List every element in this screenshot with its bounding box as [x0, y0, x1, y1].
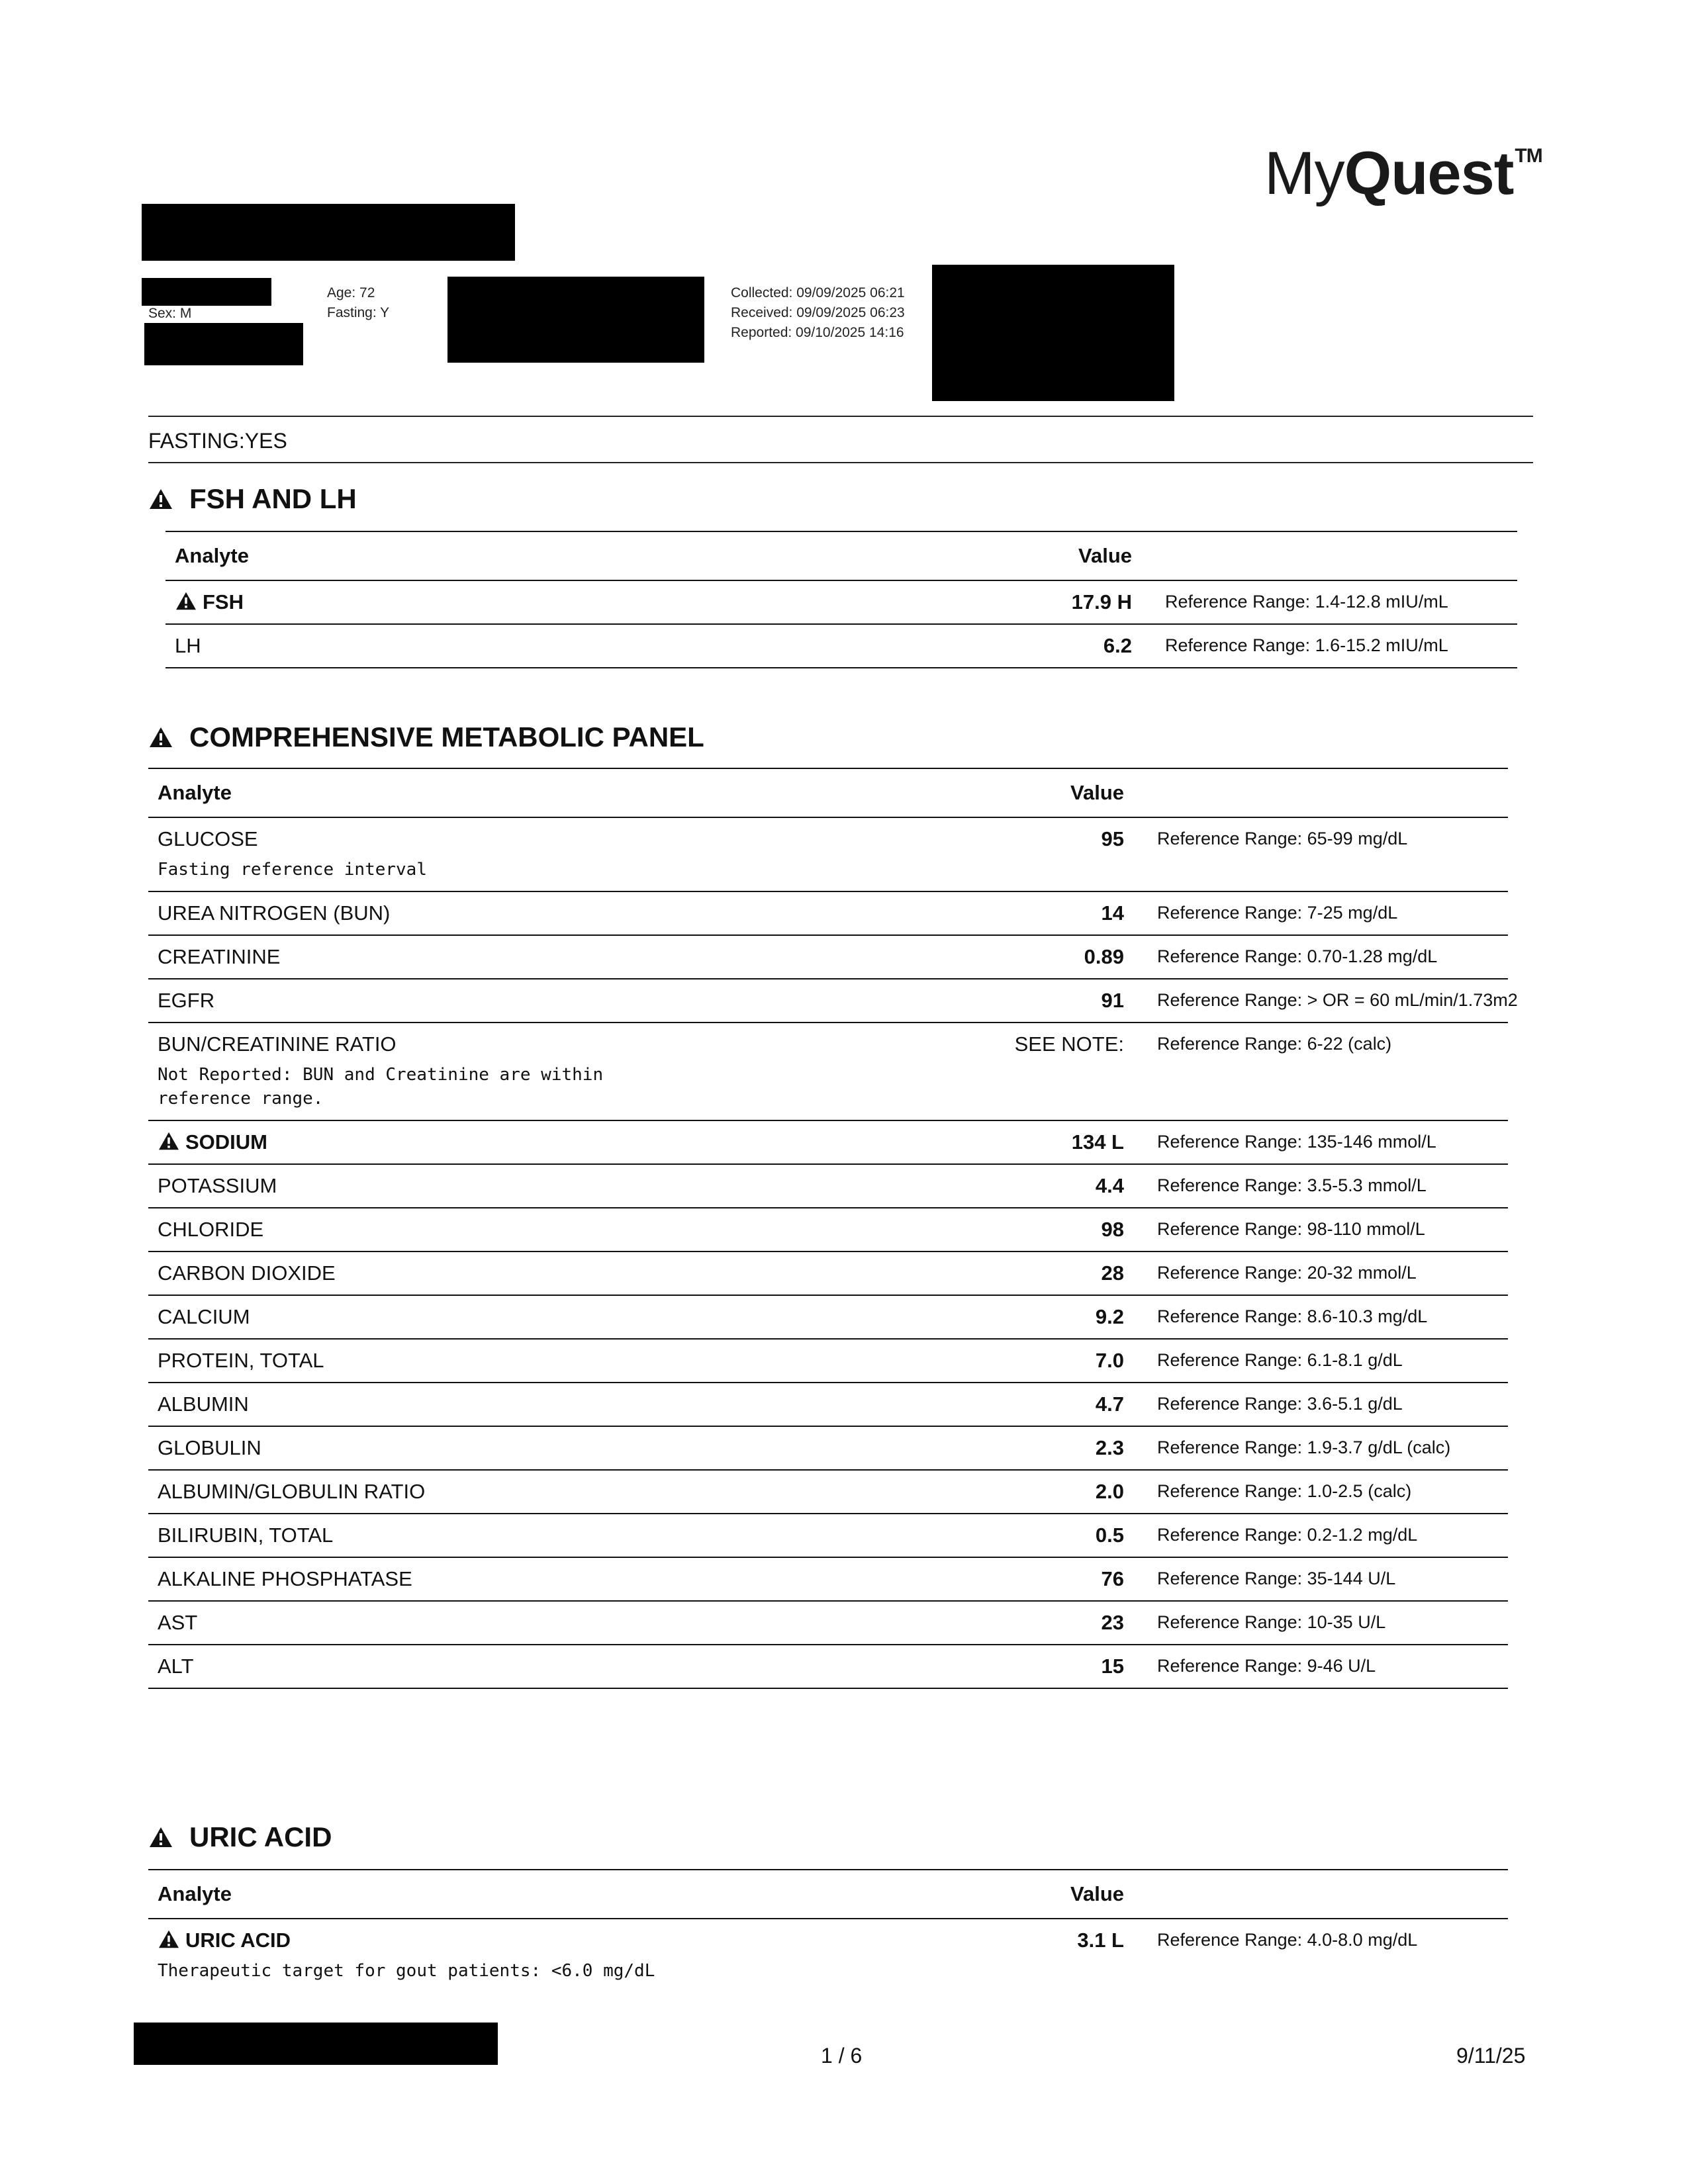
table-row [148, 935, 1508, 979]
analyte-name: ALBUMIN [158, 1392, 249, 1416]
table-row [165, 580, 1517, 624]
analyte-cell [148, 935, 969, 979]
analyte-cell [148, 1251, 969, 1295]
received-date: Received: 09/09/2025 06:23 [731, 305, 905, 320]
analyte-name: GLUCOSE [158, 827, 258, 850]
column-header-range [1140, 1870, 1508, 1919]
reference-range: Reference Range: 3.5-5.3 mmol/L [1157, 1175, 1427, 1195]
reference-range: Reference Range: 35-144 U/L [1157, 1569, 1396, 1588]
column-header-range [1148, 531, 1517, 580]
warning-triangle-icon [158, 1929, 180, 1949]
redacted-specimen [447, 277, 704, 363]
value-cell: 76 [1101, 1567, 1124, 1590]
section-title-text: URIC ACID [189, 1821, 332, 1852]
value-cell: 91 [1101, 989, 1124, 1012]
table-row [148, 1426, 1508, 1470]
analyte-cell [148, 1470, 969, 1514]
value-cell: 2.0 [1095, 1480, 1124, 1503]
divider-bottom [148, 462, 1533, 463]
table-row [165, 624, 1517, 668]
warning-triangle-icon [148, 1826, 173, 1848]
analyte-cell [148, 1208, 969, 1251]
patient-sex: Sex: M [148, 306, 192, 321]
warning-triangle-icon [148, 726, 173, 749]
analyte-name: ALT [158, 1655, 194, 1678]
reference-range: Reference Range: 9-46 U/L [1157, 1656, 1376, 1676]
reference-range: Reference Range: 3.6-5.1 g/dL [1157, 1394, 1403, 1414]
value-cell: 9.2 [1095, 1305, 1124, 1328]
reference-range: Reference Range: 1.0-2.5 (calc) [1157, 1481, 1412, 1501]
table-header [148, 1870, 1508, 1919]
results-table-cmp [148, 768, 1518, 1689]
print-date: 9/11/25 [1456, 2044, 1526, 2068]
analyte-cell [148, 1295, 969, 1339]
value-cell: SEE NOTE: [1014, 1032, 1124, 1056]
analyte-name: EGFR [158, 989, 215, 1012]
warning-triangle-icon [148, 488, 173, 510]
analyte-cell [148, 1120, 969, 1164]
divider-top [148, 416, 1533, 417]
column-header-analyte: Analyte [165, 531, 980, 580]
warning-triangle-icon [175, 591, 197, 611]
table-row [148, 1164, 1508, 1208]
redacted-patient-name [142, 204, 515, 261]
logo-quest: Quest [1344, 140, 1514, 207]
analyte-cell [148, 817, 969, 891]
table-row [148, 1023, 1508, 1120]
table-row [148, 1470, 1508, 1514]
value-cell: 14 [1101, 901, 1124, 925]
value-cell: 4.7 [1095, 1392, 1124, 1416]
logo-my: My [1264, 140, 1344, 207]
table-row [148, 1383, 1508, 1426]
table-header [165, 531, 1517, 580]
table-row [148, 1919, 1508, 1992]
table-row [148, 1339, 1508, 1383]
table-row [148, 1601, 1508, 1645]
column-header-value: Value [969, 768, 1140, 817]
analyte-name: UREA NITROGEN (BUN) [158, 901, 391, 925]
section-title-uric-acid [148, 1821, 332, 1853]
column-header-value: Value [980, 531, 1148, 580]
reference-range: Reference Range: 1.6-15.2 mIU/mL [1165, 635, 1448, 655]
analyte-name: FSH [203, 590, 244, 614]
analyte-cell [165, 624, 980, 668]
reference-range: Reference Range: 8.6-10.3 mg/dL [1157, 1306, 1428, 1326]
reference-range: Reference Range: > OR = 60 mL/min/1.73m2 [1157, 990, 1518, 1010]
value-cell: 15 [1101, 1655, 1124, 1678]
reference-range: Reference Range: 1.4-12.8 mIU/mL [1165, 592, 1448, 612]
value-cell: 23 [1101, 1611, 1124, 1634]
column-header-analyte: Analyte [148, 1870, 969, 1919]
analyte-name: ALBUMIN/GLOBULIN RATIO [158, 1480, 426, 1503]
reference-range: Reference Range: 6-22 (calc) [1157, 1034, 1392, 1054]
reference-range: Reference Range: 6.1-8.1 g/dL [1157, 1350, 1403, 1370]
analyte-name: BUN/CREATININE RATIO [158, 1032, 397, 1056]
table-row [148, 1514, 1508, 1557]
reference-range: Reference Range: 135-146 mmol/L [1157, 1132, 1436, 1152]
value-cell: 7.0 [1095, 1349, 1124, 1372]
analyte-name: ALKALINE PHOSPHATASE [158, 1567, 412, 1590]
table-row [148, 979, 1508, 1023]
analyte-cell [148, 1514, 969, 1557]
table-row [148, 1557, 1508, 1601]
table-row [148, 1208, 1508, 1251]
analyte-comment: Fasting reference interval [158, 860, 427, 880]
logo-trademark: TM [1515, 145, 1542, 167]
table-header [148, 768, 1508, 817]
table-row [148, 1120, 1508, 1164]
section-title-fsh-lh [148, 483, 357, 515]
reference-range: Reference Range: 20-32 mmol/L [1157, 1263, 1417, 1283]
value-cell: 28 [1101, 1261, 1124, 1285]
analyte-cell [148, 1557, 969, 1601]
reference-range: Reference Range: 0.2-1.2 mg/dL [1157, 1525, 1418, 1545]
analyte-cell [148, 1919, 969, 1992]
analyte-cell [148, 1164, 969, 1208]
analyte-name: CALCIUM [158, 1305, 250, 1328]
analyte-name: AST [158, 1611, 198, 1634]
analyte-comment: Not Reported: BUN and Creatinine are within reference range. [158, 1065, 604, 1109]
column-header-range [1140, 768, 1508, 817]
analyte-cell [148, 1383, 969, 1426]
patient-fasting: Fasting: Y [327, 305, 390, 320]
analyte-cell [148, 1339, 969, 1383]
redacted-lab-info [932, 265, 1174, 401]
analyte-name: URIC ACID [185, 1929, 291, 1952]
redacted-dob [144, 323, 303, 365]
table-row [148, 891, 1508, 935]
analyte-name: BILIRUBIN, TOTAL [158, 1524, 334, 1547]
reference-range: Reference Range: 65-99 mg/dL [1157, 829, 1408, 848]
page-number: 1 / 6 [821, 2044, 863, 2068]
value-cell: 134 L [1071, 1130, 1124, 1154]
analyte-cell [148, 1023, 969, 1120]
table-row [148, 1645, 1508, 1688]
analyte-cell [148, 1601, 969, 1645]
value-cell: 0.89 [1084, 945, 1124, 968]
analyte-cell [148, 891, 969, 935]
analyte-name: SODIUM [185, 1130, 267, 1154]
reference-range: Reference Range: 10-35 U/L [1157, 1612, 1386, 1632]
redacted-footer [134, 2023, 498, 2065]
table-row [148, 817, 1508, 891]
analyte-cell [148, 979, 969, 1023]
reference-range: Reference Range: 7-25 mg/dL [1157, 903, 1398, 923]
table-row [148, 1295, 1508, 1339]
redacted-patient-id [142, 278, 271, 306]
section-title-text: COMPREHENSIVE METABOLIC PANEL [189, 721, 704, 752]
value-cell: 2.3 [1095, 1436, 1124, 1459]
value-cell: 4.4 [1095, 1174, 1124, 1197]
table-row [148, 1251, 1508, 1295]
reported-date: Reported: 09/10/2025 14:16 [731, 325, 904, 340]
value-cell: 98 [1101, 1218, 1124, 1241]
value-cell: 6.2 [1103, 634, 1132, 657]
reference-range: Reference Range: 4.0-8.0 mg/dL [1157, 1930, 1418, 1950]
analyte-name: CARBON DIOXIDE [158, 1261, 336, 1285]
value-cell: 95 [1101, 827, 1124, 850]
patient-age: Age: 72 [327, 285, 375, 300]
value-cell: 0.5 [1095, 1524, 1124, 1547]
reference-range: Reference Range: 1.9-3.7 g/dL (calc) [1157, 1437, 1451, 1457]
reference-range: Reference Range: 98-110 mmol/L [1157, 1219, 1425, 1239]
column-header-value: Value [969, 1870, 1140, 1919]
value-cell: 17.9 H [1071, 590, 1132, 614]
analyte-name: CREATININE [158, 945, 281, 968]
fasting-note: FASTING:YES [148, 429, 287, 453]
analyte-name: POTASSIUM [158, 1174, 277, 1197]
results-table-fsh-lh [165, 531, 1517, 668]
results-table-uric-acid [148, 1869, 1508, 1992]
warning-triangle-icon [158, 1131, 180, 1151]
analyte-name: GLOBULIN [158, 1436, 261, 1459]
myquest-logo [1264, 139, 1542, 208]
analyte-comment: Therapeutic target for gout patients: <6.0 mg/dL [158, 1961, 655, 1981]
collected-date: Collected: 09/09/2025 06:21 [731, 285, 905, 300]
column-header-analyte: Analyte [148, 768, 969, 817]
analyte-cell [148, 1645, 969, 1688]
value-cell: 3.1 L [1077, 1929, 1124, 1952]
reference-range: Reference Range: 0.70-1.28 mg/dL [1157, 946, 1438, 966]
analyte-name: PROTEIN, TOTAL [158, 1349, 324, 1372]
analyte-name: LH [175, 634, 201, 657]
section-title-text: FSH AND LH [189, 483, 357, 514]
analyte-name: CHLORIDE [158, 1218, 264, 1241]
analyte-cell [148, 1426, 969, 1470]
analyte-cell [165, 580, 980, 624]
section-title-cmp [148, 721, 704, 753]
